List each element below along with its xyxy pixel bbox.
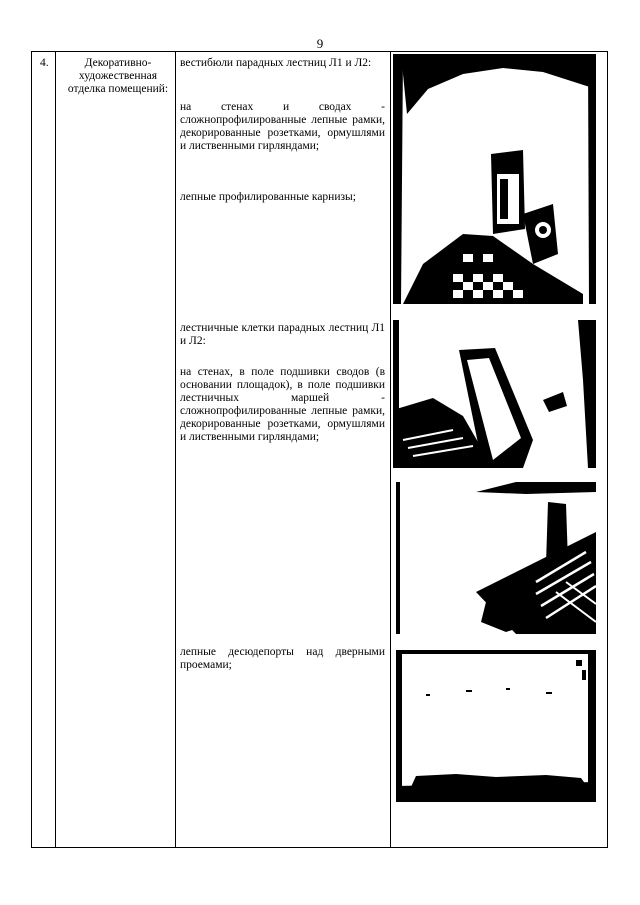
sopraporte-photo — [396, 650, 596, 802]
paragraph-cornices: лепные профилированные карнизы; — [180, 191, 356, 203]
paragraph-stairwell-walls: на стенах, в поле подшивки сводов (в основании площадок), в поле подшивки лестничных маршей - сложнопрофилированные лепные рамки, декорированные розетками, ормушлями и лиственными гирляндами; — [180, 366, 385, 443]
column-divider — [390, 52, 391, 847]
stairwell-photo-1 — [393, 320, 596, 468]
paragraph-stairwells-heading: лестничные клетки парадных лестниц Л1 и Л2: — [180, 322, 385, 347]
row-number: 4. — [40, 57, 49, 69]
column-divider — [55, 52, 56, 847]
paragraph-sopraporte: лепные десюдепорты над дверными проемами; — [180, 646, 385, 671]
paragraph-vestibules-heading: вестибюли парадных лестниц Л1 и Л2: — [180, 57, 372, 69]
table — [31, 51, 608, 848]
vestibule-photo — [393, 54, 596, 304]
column-divider — [175, 52, 176, 847]
page-number: 9 — [316, 36, 324, 51]
row-category: Декоративно-художественная отделка помещений: — [67, 57, 169, 95]
paragraph-walls-vaults: на стенах и сводах - сложнопрофилированные лепные рамки, декорированные розетками, ормушлями и лиственными гирляндами; — [180, 101, 385, 152]
stairwell-photo-2 — [396, 482, 596, 634]
